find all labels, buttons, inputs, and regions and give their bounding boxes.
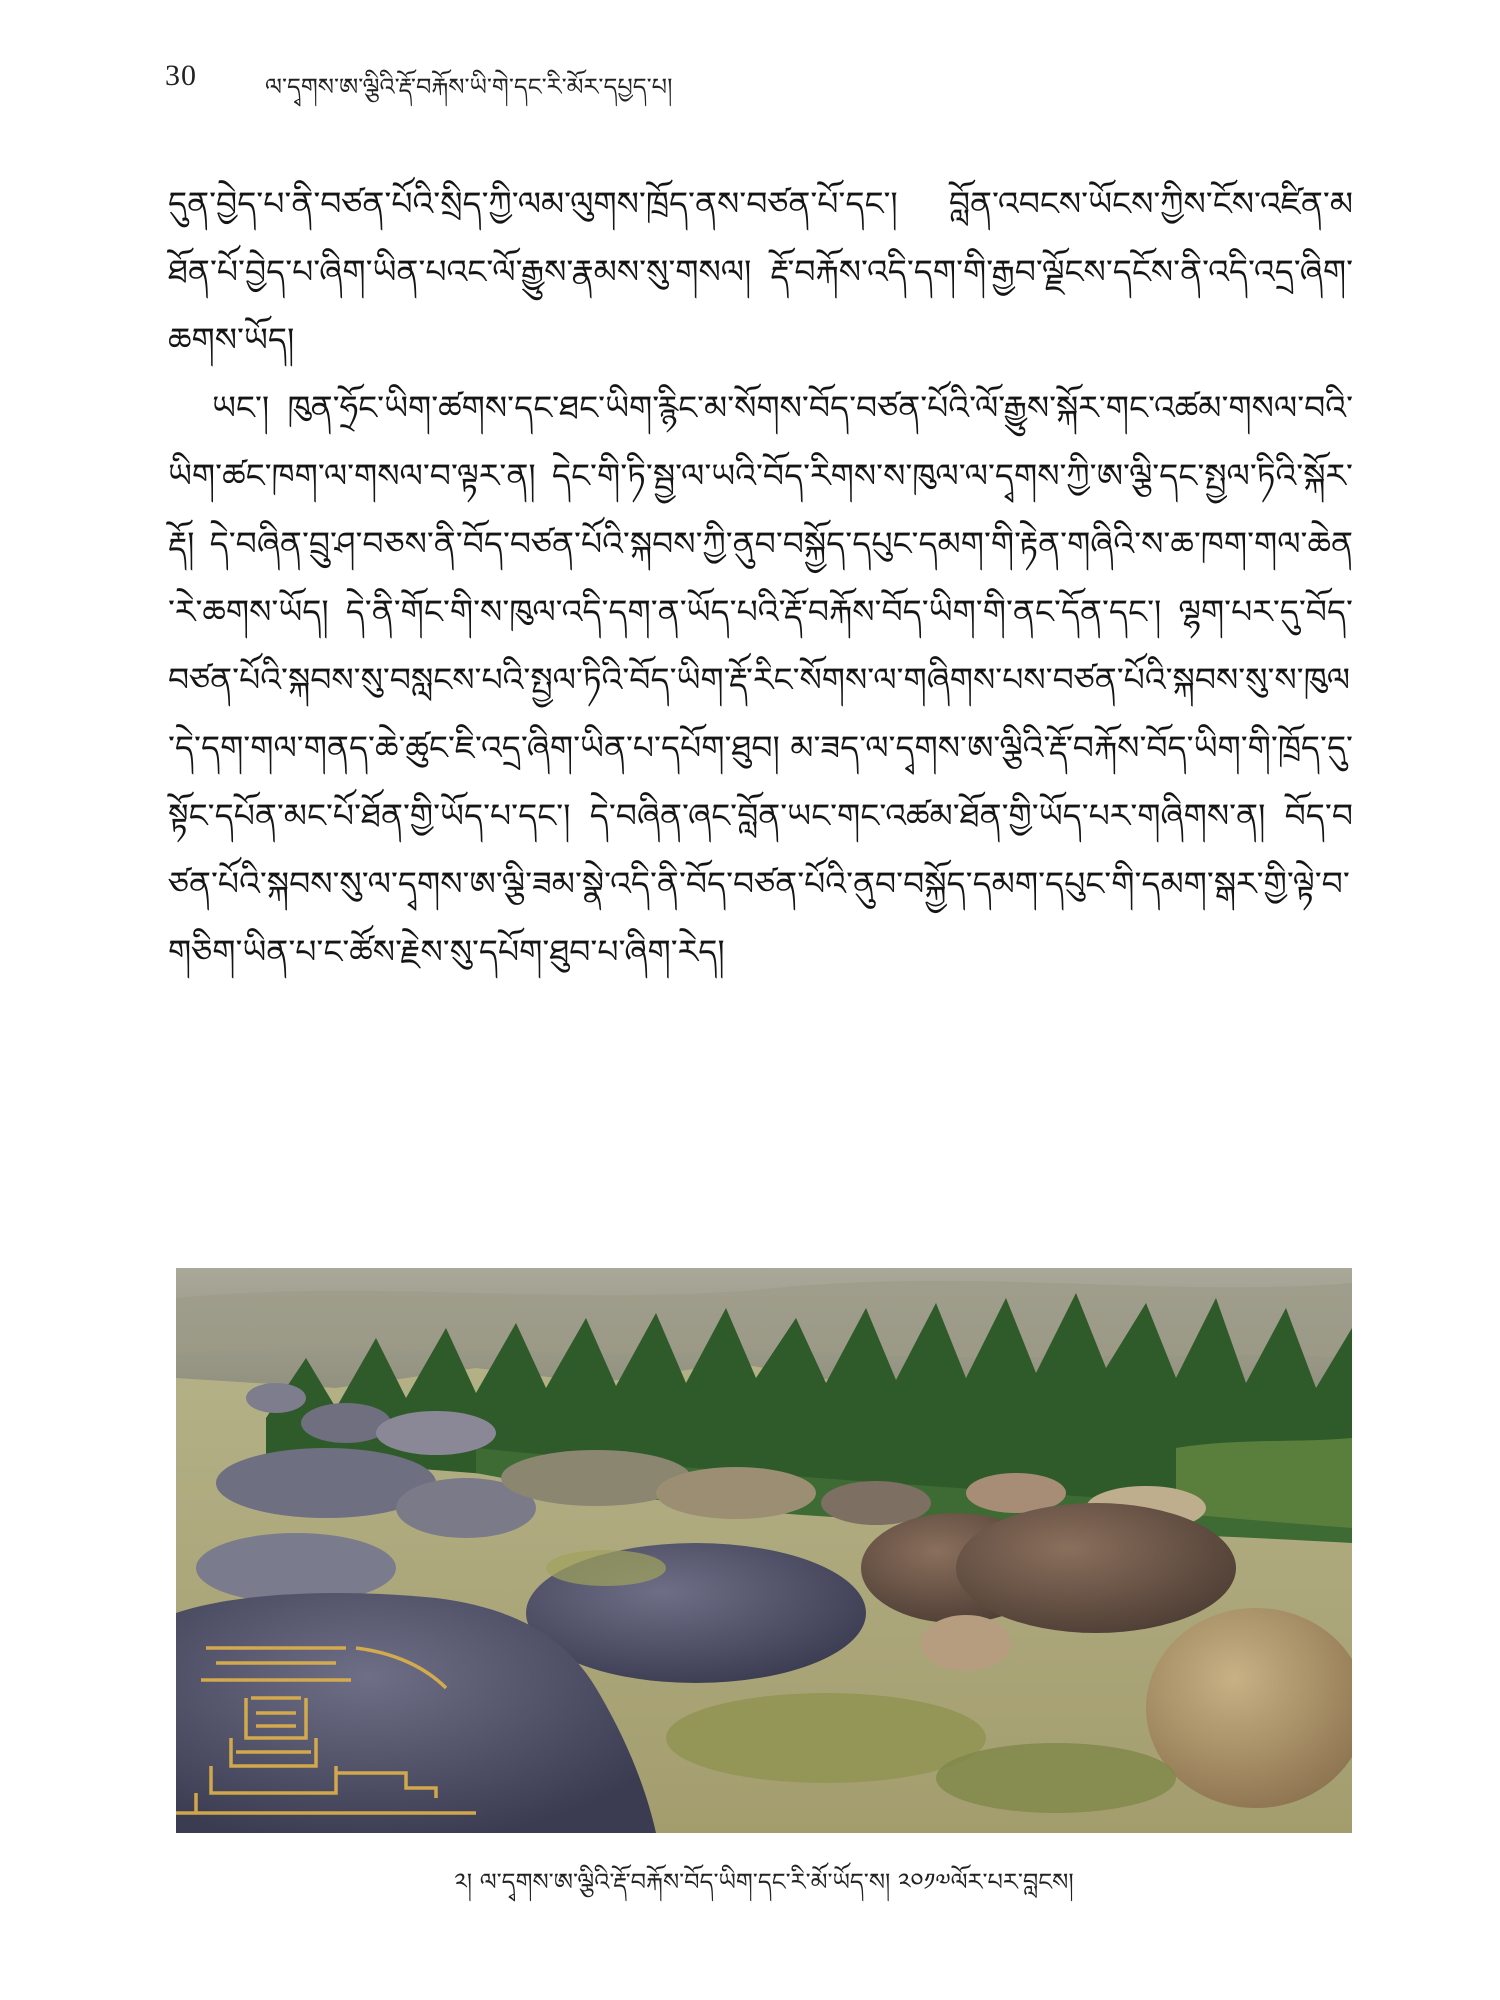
body-text [168,170,1353,986]
running-title: ལ་དྭགས་ཨ་ལྕིའི་རྡོ་བརྐོས་ཡི་གེ་དང་རི་མོར་དཔྱད་པ། [265,73,673,101]
paragraph-2: ཡང་། ཁུན་ཧྲོང་ཡིག་ཚགས་དང་ཐང་ཡིག་རྙིང་མ་སོགས་བོད་བཙན་པོའི་ལོ་རྒྱུས་སྐོར་གང་འཚམ་གསལ་བའི་ཡིག་ཚང་ཁག་ལ་གསལ་བ་ལྟར་ན། དེང་གི་ཏི་སྦྱ་ལ་ཡའི་བོད་རིགས་ས་ཁུལ་ལ་དྭགས་ཀྱི་ཨ་ལྕི་དང་སྤྱལ་ཏིའི་སྐོར་རྡོ། དེ་བཞིན་བྲུ་ཤ་བཅས་ནི་བོད་བཙན་པོའི་སྐབས་ཀྱི་ནུབ་བསྐྱོད་དཔུང་དམག་གི་རྟེན་གཞིའི་ས་ཆ་ཁག་གལ་ཆེན་རེ་ཆགས་ཡོད། དེ་ནི་གོང་གི་ས་ཁུལ་འདི་དག་ན་ཡོད་པའི་རྡོ་བརྐོས་བོད་ཡིག་གི་ནང་དོན་དང་། ལྷག་པར་དུ་བོད་བཙན་པོའི་སྐབས་སུ་བསླངས་པའི་སྤྱལ་ཏིའི་བོད་ཡིག་རྡོ་རིང་སོགས་ལ་གཞིགས་པས་བཙན་པོའི་སྐབས་སུ་ས་ཁུལ་དེ་དག་གལ་གནད་ཆེ་ཚུང་ཇི་འདྲ་ཞིག་ཡིན་པ་དཔོག་ཐུབ། མ་ཟད་ལ་དྭགས་ཨ་ལྕིའི་རྡོ་བརྐོས་བོད་ཡིག་གི་ཁྲོད་དུ་སྟོང་དཔོན་མང་པོ་ཐོན་གྱི་ཡོད་པ་དང་། དེ་བཞིན་ཞང་བློན་ཡང་གང་འཚམ་ཐོན་གྱི་ཡོད་པར་གཞིགས་ན། བོད་བཙན་པོའི་སྐབས་སུ་ལ་དྭགས་ཨ་ལྕི་ཟམ་སྣེ་འདི་ནི་བོད་བཙན་པོའི་ནུབ་བསྐྱོད་དམག་དཔུང་གི་དམག་སྒར་གྱི་ལྟེ་བ་གཅིག་ཡིན་པ་ང་ཚོས་རྗེས་སུ་དཔོག་ཐུབ་པ་ཞིག་རེད། [168,388,1353,971]
page-number: 30 [165,59,197,92]
figure-caption: ༢། ལ་དྭགས་ཨ་ལྕིའི་རྡོ་བརྐོས་བོད་ཡིག་དང་རི་མོ་ཡོད་ས། ༢༠༡༧ལོར་པར་བླངས། [454,1868,1074,1896]
paragraph-1: དུན་བྱེད་པ་ནི་བཙན་པོའི་སྲིད་ཀྱི་ལམ་ལུགས་ཁྲོད་ནས་བཙན་པོ་དང་། བློན་འབངས་ཡོངས་ཀྱིས་ངོས་འཛིན་མཐོན་པོ་བྱེད་པ་ཞིག་ཡིན་པའང་ལོ་རྒྱུས་རྣམས་སུ་གསལ། རྡོ་བརྐོས་འདི་དག་གི་རྒྱབ་ལྗོངས་དངོས་ནི་འདི་འདྲ་ཞིག་ཆགས་ཡོད། [168,184,1353,359]
page-header [165,55,1355,115]
rock-carving-photo-illustration [176,1268,1352,1833]
rock-carving-photo [176,1268,1352,1833]
